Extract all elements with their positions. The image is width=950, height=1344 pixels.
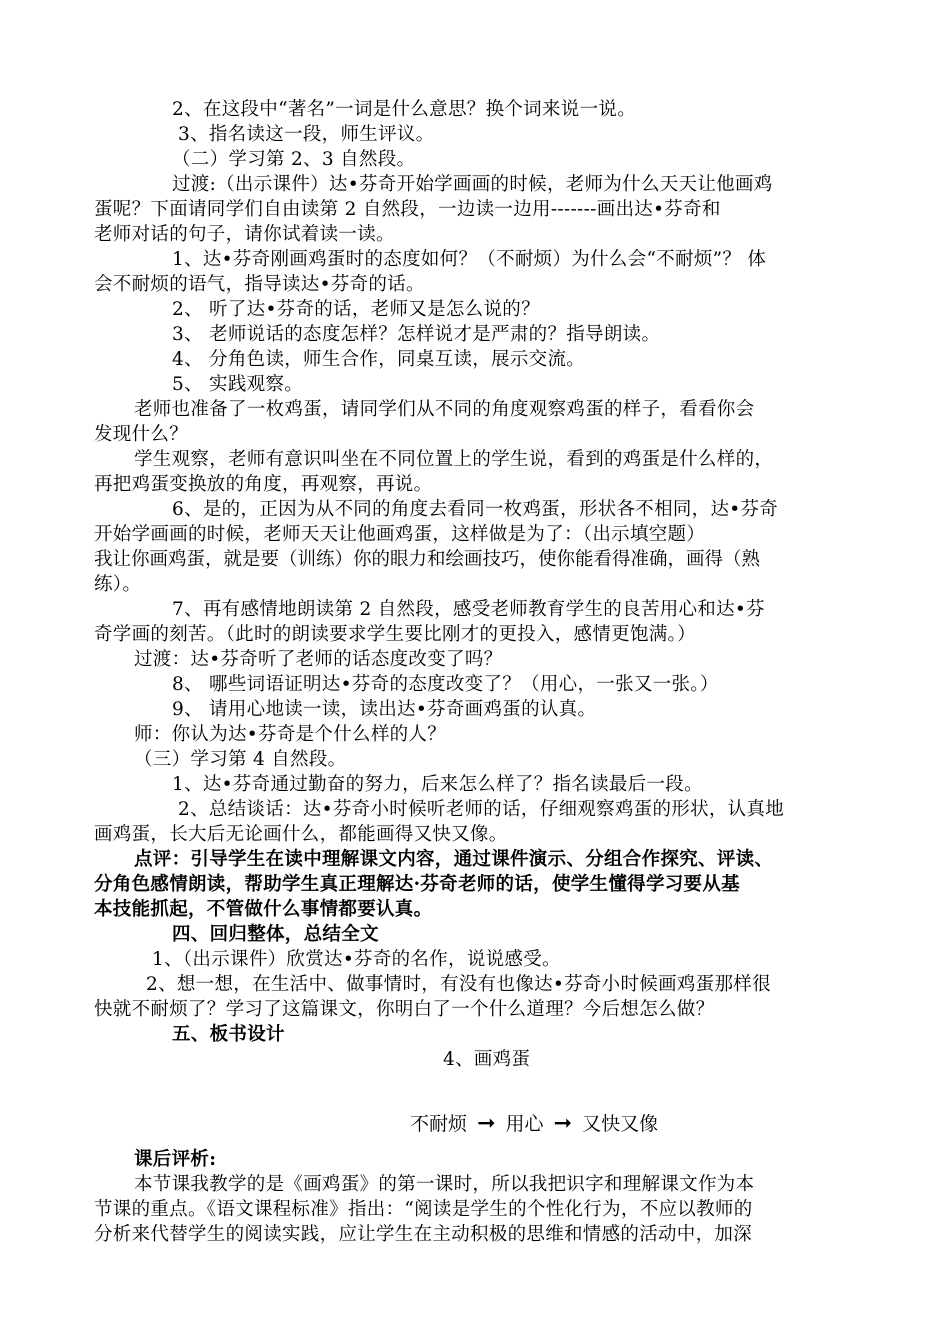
text-line: 9、 请用心地读一读，读出达•芬奇画鸡蛋的认真。 <box>172 699 597 720</box>
text-line: 发现什么？ <box>94 424 189 445</box>
text-line: 画鸡蛋，长大后无论画什么，都能画得又快又像。 <box>94 824 508 845</box>
text-line: 过渡:（出示课件）达•芬奇开始学画画的时候，老师为什么天天让他画鸡 <box>172 174 773 195</box>
text-line: 分析来代替学生的阅读实践，应让学生在主动积极的思维和情感的活动中，加深 <box>94 1224 753 1245</box>
section-heading: （三）学习第 4 自然段。 <box>134 749 347 770</box>
text-line: 2、 听了达•芬奇的话，老师又是怎么说的？ <box>172 299 540 320</box>
section-heading: （二）学习第 2、3 自然段。 <box>172 149 416 170</box>
text-line: 过渡：达•芬奇听了老师的话态度改变了吗？ <box>134 649 503 670</box>
comment-text: 分角色感情朗读，帮助学生真正理解达·芬奇老师的话，使学生懂得学习要从基 <box>94 874 740 895</box>
text-line: 3、指名读这一段，师生评议。 <box>178 124 435 145</box>
flow-step-3: 又快又像 <box>582 1113 659 1135</box>
text-line: 2、总结谈话：达•芬奇小时候听老师的话，仔细观察鸡蛋的形状，认真地 <box>178 799 785 820</box>
text-line: 会不耐烦的语气，指导读达•芬奇的话。 <box>94 274 425 295</box>
text-line: 蛋呢？下面请同学们自由读第 2 自然段，一边读一边用-------画出达•芬奇和 <box>94 199 721 220</box>
flow-step-2: 用心 <box>505 1113 544 1135</box>
text-line: 7、再有感情地朗读第 2 自然段，感受老师教育学生的良苦用心和达•芬 <box>172 599 765 620</box>
text-line: 老师对话的句子，请你试着读一读。 <box>94 224 395 245</box>
text-line: 1、达•芬奇刚画鸡蛋时的态度如何？（不耐烦）为什么会“不耐烦”？ 体 <box>172 249 767 270</box>
arrow-right-icon: ➞ <box>553 1111 573 1136</box>
text-line: 老师也准备了一枚鸡蛋，请同学们从不同的角度观察鸡蛋的样子，看看你会 <box>134 399 755 420</box>
text-line: 4、 分角色读，师生合作，同桌互读，展示交流。 <box>172 349 586 370</box>
comment-text: 本技能抓起，不管做什么事情都要认真。 <box>94 899 433 920</box>
text-line: 快就不耐烦了？学习了这篇课文，你明白了一个什么道理？今后想怎么做？ <box>94 999 715 1020</box>
board-title: 4、画鸡蛋 <box>443 1049 531 1070</box>
text-line: 2、在这段中“著名”一词是什么意思？换个词来说一说。 <box>172 99 636 120</box>
arrow-right-icon: ➞ <box>477 1111 496 1136</box>
text-line: 2、想一想，在生活中、做事情时，有没有也像达•芬奇小时候画鸡蛋那样很 <box>146 974 771 995</box>
text-line: 开始学画画的时候，老师天天让他画鸡蛋，这样做是为了：（出示填空题） <box>94 524 706 545</box>
comment-text: 点评：引导学生在读中理解课文内容，通过课件演示、分组合作探究、评读、 <box>134 849 774 870</box>
text-line: 1、（出示课件）欣赏达•芬奇的名作，说说感受。 <box>152 949 561 970</box>
text-line: 师：你认为达•芬奇是个什么样的人？ <box>134 724 447 745</box>
text-line: 学生观察，老师有意识叫坐在不同位置上的学生说，看到的鸡蛋是什么样的， <box>134 449 774 470</box>
text-line: 本节课我教学的是《画鸡蛋》的第一课时，所以我把识字和理解课文作为本 <box>134 1174 755 1195</box>
flow-step-1: 不耐烦 <box>410 1113 468 1135</box>
section-heading: 五、板书设计 <box>172 1024 285 1045</box>
text-line: 节课的重点。《语文课程标准》指出：“阅读是学生的个性化行为，不应以教师的 <box>94 1199 753 1220</box>
text-line: 我让你画鸡蛋，就是要（训练）你的眼力和绘画技巧，使你能看得准确，画得（熟 <box>94 549 761 570</box>
text-line: 奇学画的刻苦。（此时的朗读要求学生要比刚才的更投入，感情更饱满。） <box>94 624 696 645</box>
text-line: 练）。 <box>94 574 142 595</box>
text-line: 6、是的，正因为从不同的角度去看同一枚鸡蛋，形状各不相同，达•芬奇 <box>172 499 779 520</box>
text-line: 1、达•芬奇通过勤奋的努力，后来怎么样了？指名读最后一段。 <box>172 774 703 795</box>
board-flow <box>410 1111 658 1137</box>
text-line: 再把鸡蛋变换放的角度，再观察，再说。 <box>94 474 433 495</box>
section-heading: 四、回归整体，总结全文 <box>172 924 379 945</box>
text-line: 8、 哪些词语证明达•芬奇的态度改变了？（用心，一张又一张。） <box>172 674 719 695</box>
text-line: 5、 实践观察。 <box>172 374 304 395</box>
section-heading: 课后评析: <box>134 1149 217 1170</box>
text-line: 3、 老师说话的态度怎样？怎样说才是严肃的？指导朗读。 <box>172 324 661 345</box>
